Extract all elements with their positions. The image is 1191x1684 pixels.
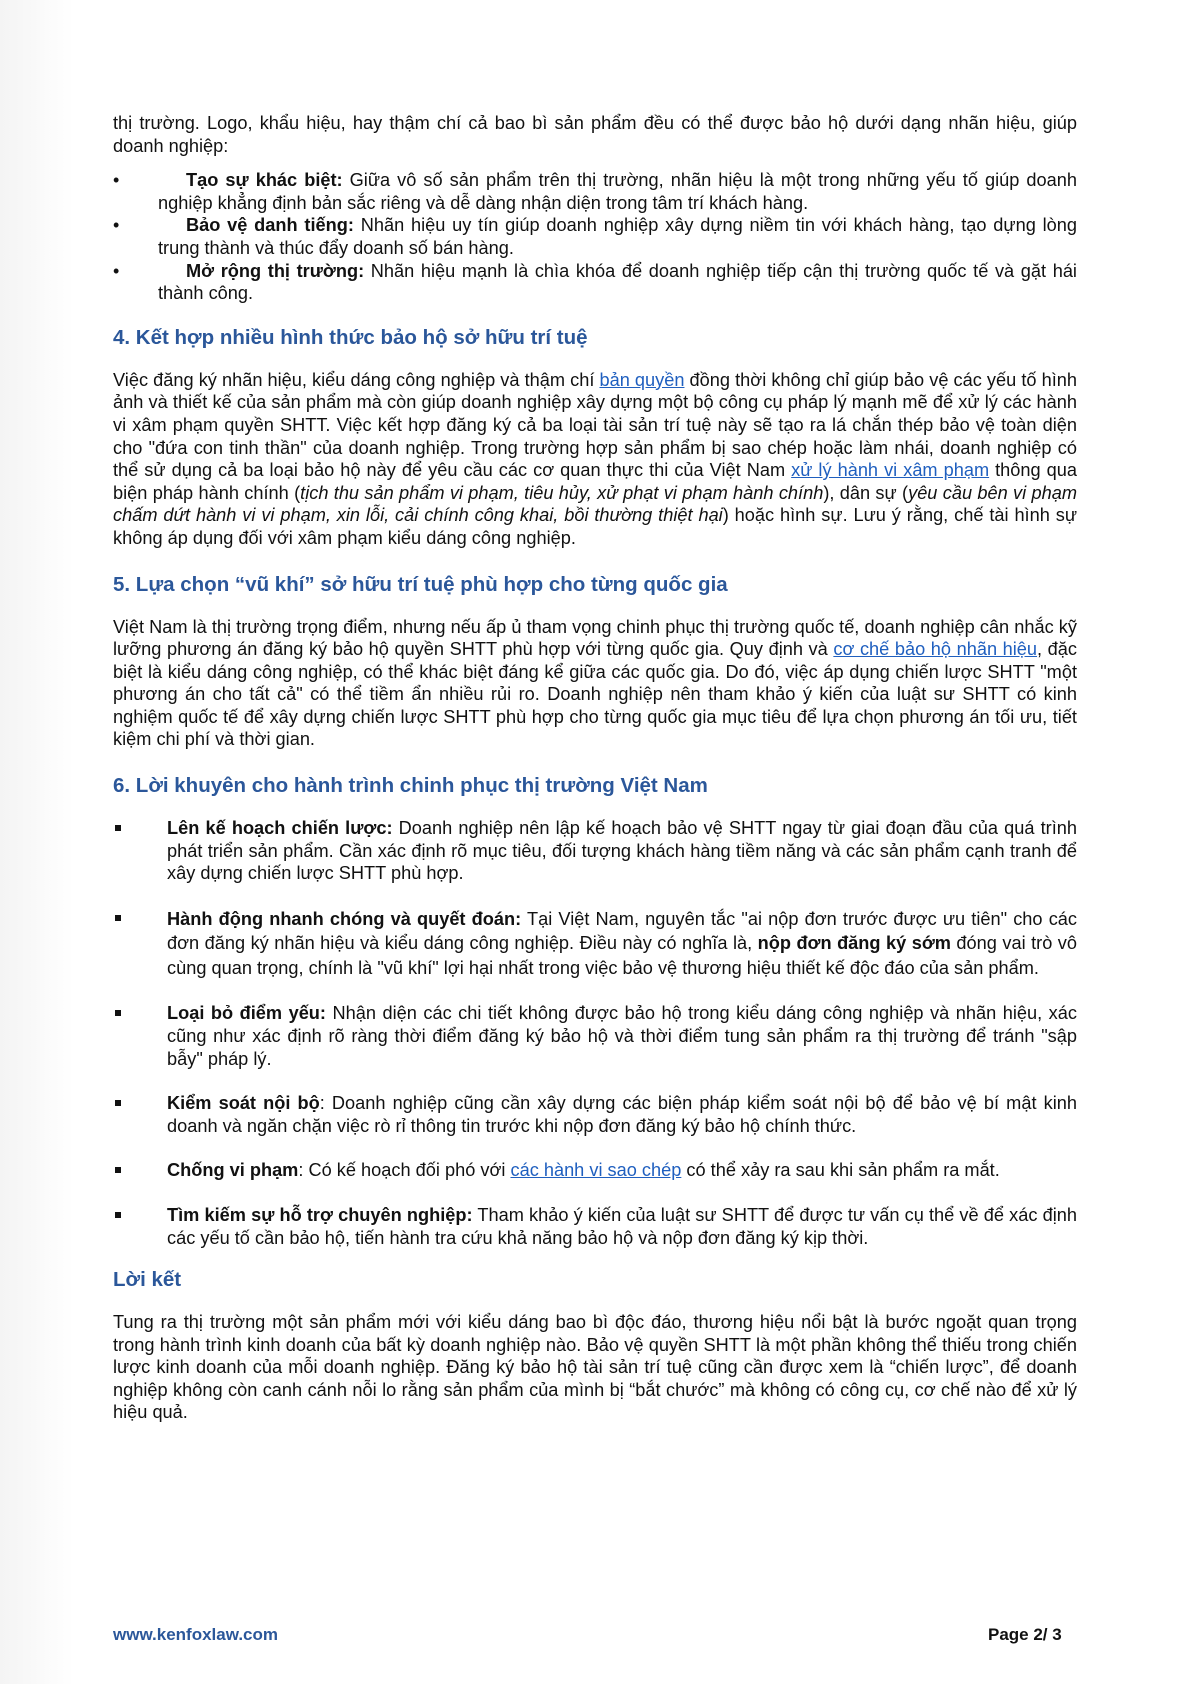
list-item: [113, 1204, 1077, 1249]
text-run: ), dân sự (: [823, 482, 909, 503]
item-title: Lên kế hoạch chiến lược:: [167, 818, 393, 839]
section-5-heading: 5. Lựa chọn “vũ khí” sở hữu trí tuệ phù hợp cho từng quốc gia: [113, 572, 728, 596]
item-text: Tham khảo ý kiến của luật sư SHTT để được tư vấn cụ thể về để xác định các yếu tố cần bảo hộ, tiến hành tra cứu khả năng bảo hộ và nộp đơn đăng ký kịp thời.: [167, 1204, 1077, 1248]
text-run: ) hoặc hình sự. Lưu ý rằng, chế tài hình sự không áp dụng đối với xâm phạm kiểu dáng công nghiệp.: [113, 505, 1077, 548]
conclusion-paragraph: Tung ra thị trường một sản phẩm mới với kiểu dáng bao bì độc đáo, thương hiệu nổi bật là bước ngoặt quan trọng trong hành trình kinh doanh của bất kỳ doanh nghiệp nào. Bảo vệ quyền SHTT là một phần không thể thiếu trong chiến lược kinh doanh của mỗi doanh nghiệp. Đăng ký bảo hộ tài sản trí tuệ cũng cần được xem là “chiến lược”, để doanh nghiệp không còn canh cánh nỗi lo rằng sản phẩm của mình bị “bắt chước” mà không có công cụ, cơ chế nào để xử lý hiệu quả.: [113, 1312, 1077, 1423]
item-title: Tạo sự khác biệt:: [186, 170, 343, 191]
list-item: [113, 817, 1077, 885]
item-title: Loại bỏ điểm yếu:: [167, 1003, 326, 1024]
conclusion-heading: Lời kết: [113, 1268, 182, 1292]
item-title: Tìm kiếm sự hỗ trợ chuyên nghiệp:: [167, 1204, 473, 1225]
item-title: Kiểm soát nội bộ: [167, 1093, 320, 1114]
bullet-icon: •: [113, 260, 120, 281]
section-6-heading: 6. Lời khuyên cho hành trình chinh phục thị trường Việt Nam: [113, 774, 708, 798]
item-text: có thể xảy ra sau khi sản phẩm ra mắt.: [681, 1160, 1000, 1181]
text-run: thông qua biện pháp hành chính (: [113, 460, 1078, 503]
item-text: : Doanh nghiệp cũng cần xây dựng các biện pháp kiểm soát nội bộ để bảo vệ bí mật kinh doanh và ngăn chặn việc rò rỉ thông tin trước khi nộp đơn đăng ký bảo hộ chính thức.: [167, 1093, 1077, 1136]
page-left-shadow: [0, 0, 74, 1684]
square-bullet-icon: [115, 915, 121, 921]
square-bullet-icon: [115, 1100, 121, 1106]
square-bullet-icon: [115, 1167, 121, 1173]
list-item: [113, 1092, 1077, 1137]
link-xu-ly-hanh-vi-xam-pham[interactable]: xử lý hành vi xâm phạm: [791, 460, 990, 481]
intro-paragraph: thị trường. Logo, khẩu hiệu, hay thậm chí cả bao bì sản phẩm đều có thể được bảo hộ dưới dạng nhãn hiệu, giúp doanh nghiệp:: [113, 113, 1077, 156]
section-4-heading: 4. Kết hợp nhiều hình thức bảo hộ sở hữu trí tuệ: [113, 325, 588, 349]
advice-list: [113, 817, 1077, 1249]
text-run: đồng thời không chỉ giúp bảo vệ các yếu tố hình ảnh và thiết kế của sản phẩm mà còn giúp doanh nghiệp xây dựng một bộ công cụ pháp lý mạnh mẽ để xử lý các hành vi xâm phạm quyền SHTT. Việc kết hợp đăng ký cả ba loại tài sản trí tuệ này sẽ tạo ra lá chắn thép bảo vệ toàn diện cho "đứa con tinh thần" của doanh nghiệp. Trong trường hợp sản phẩm bị sao chép hoặc làm nhái, doanh nghiệp có thể sử dụng cả ba loại bảo hộ này để yêu cầu các cơ quan thực thi của Việt Nam: [113, 369, 1077, 481]
link-cac-hanh-vi-sao-chep[interactable]: các hành vi sao chép: [510, 1160, 682, 1181]
bullet-icon: •: [113, 215, 120, 236]
text-run: Việt Nam là thị trường trọng điểm, nhưng nếu ấp ủ tham vọng chinh phục thị trường quốc tế, doanh nghiệp cân nhắc kỹ lưỡng phương án đăng ký bảo hộ quyền SHTT phù hợp với từng quốc gia. Quy định và: [113, 616, 1077, 660]
item-title: Bảo vệ danh tiếng:: [186, 215, 354, 236]
list-item: [113, 1002, 1077, 1070]
page-content: [113, 112, 1077, 1424]
list-item: [113, 260, 1077, 305]
item-title: Chống vi phạm: [167, 1160, 299, 1181]
section-4-paragraph: [113, 369, 1077, 550]
list-item: [113, 214, 1077, 259]
item-text: đóng vai trò vô cùng quan trọng, chính là "vũ khí" lợi hại nhất trong việc bảo vệ thương hiệu thiết kế độc đáo của sản phẩm.: [167, 933, 1077, 978]
italic-run: yêu cầu bên vi phạm chấm dứt hành vi vi phạm, xin lỗi, cải chính công khai, bồi thường thiệt hại: [113, 482, 1077, 526]
link-co-che-bao-ho-nhan-hieu[interactable]: cơ chế bảo hộ nhãn hiệu: [833, 639, 1038, 660]
bullet-icon: •: [113, 170, 120, 191]
italic-run: tịch thu sản phẩm vi phạm, tiêu hủy, xử phạt vi phạm hành chính: [300, 482, 824, 503]
square-bullet-icon: [115, 1212, 121, 1218]
item-text: Nhãn hiệu uy tín giúp doanh nghiệp xây dựng niềm tin với khách hàng, tạo dựng lòng trung thành và thúc đẩy doanh số bán hàng.: [158, 215, 1077, 258]
item-text: Nhãn hiệu mạnh là chìa khóa để doanh nghiệp tiếp cận thị trường quốc tế và gặt hái thành công.: [158, 260, 1077, 304]
item-text: Giữa vô số sản phẩm trên thị trường, nhãn hiệu là một trong những yếu tố giúp doanh nghiệp khẳng định bản sắc riêng và dễ dàng nhận diện trong tâm trí khách hàng.: [158, 170, 1078, 213]
item-text: Doanh nghiệp nên lập kế hoạch bảo vệ SHTT ngay từ giai đoạn đầu của quá trình phát triển sản phẩm. Cần xác định rõ mục tiêu, đối tượng khách hàng tiềm năng và các sản phẩm cạnh tranh để xây dựng chiến lược SHTT phù hợp.: [167, 818, 1078, 884]
item-text: Nhận diện các chi tiết không được bảo hộ trong kiểu dáng công nghiệp và nhãn hiệu, xác cũng như xác định rõ ràng thời điểm đăng ký bảo hộ và thời điểm tung sản phẩm ra thị trường để tránh "sập bẫy" pháp lý.: [167, 1003, 1077, 1069]
page-number: Page 2/ 3: [988, 1625, 1062, 1644]
text-run: Việc đăng ký nhãn hiệu, kiểu dáng công nghiệp và thậm chí: [113, 369, 600, 390]
square-bullet-icon: [115, 1010, 121, 1016]
item-title: Mở rộng thị trường:: [186, 260, 365, 281]
benefits-list: [113, 169, 1077, 305]
section-5-paragraph: [113, 616, 1077, 752]
item-text: : Có kế hoạch đối phó với: [298, 1160, 511, 1181]
list-item: [113, 1159, 1077, 1182]
item-text: Tại Việt Nam, nguyên tắc "ai nộp đơn trước được ưu tiên" cho các đơn đăng ký nhãn hiệu và kiểu dáng công nghiệp. Điều này có nghĩa là,: [167, 908, 1077, 954]
square-bullet-icon: [115, 825, 121, 831]
item-title: Hành động nhanh chóng và quyết đoán:: [167, 908, 522, 929]
item-emphasis: nộp đơn đăng ký sớm: [757, 933, 951, 954]
link-ban-quyen[interactable]: bản quyền: [599, 369, 685, 390]
footer-website-link[interactable]: www.kenfoxlaw.com: [113, 1625, 279, 1644]
list-item: [113, 907, 1077, 981]
list-item: [113, 169, 1077, 214]
text-run: , đặc biệt là kiểu dáng công nghiệp, có thể khác biệt đáng kể giữa các quốc gia. Do đó, việc áp dụng chiến lược SHTT "một phương án cho tất cả" có thể tiềm ẩn nhiều rủi ro. Doanh nghiệp nên tham khảo ý kiến của luật sư SHTT có kinh nghiệm quốc tế để xây dựng chiến lược SHTT phù hợp cho từng quốc gia mục tiêu để lựa chọn phương án tối ưu, tiết kiệm chi phí và thời gian.: [113, 639, 1077, 750]
